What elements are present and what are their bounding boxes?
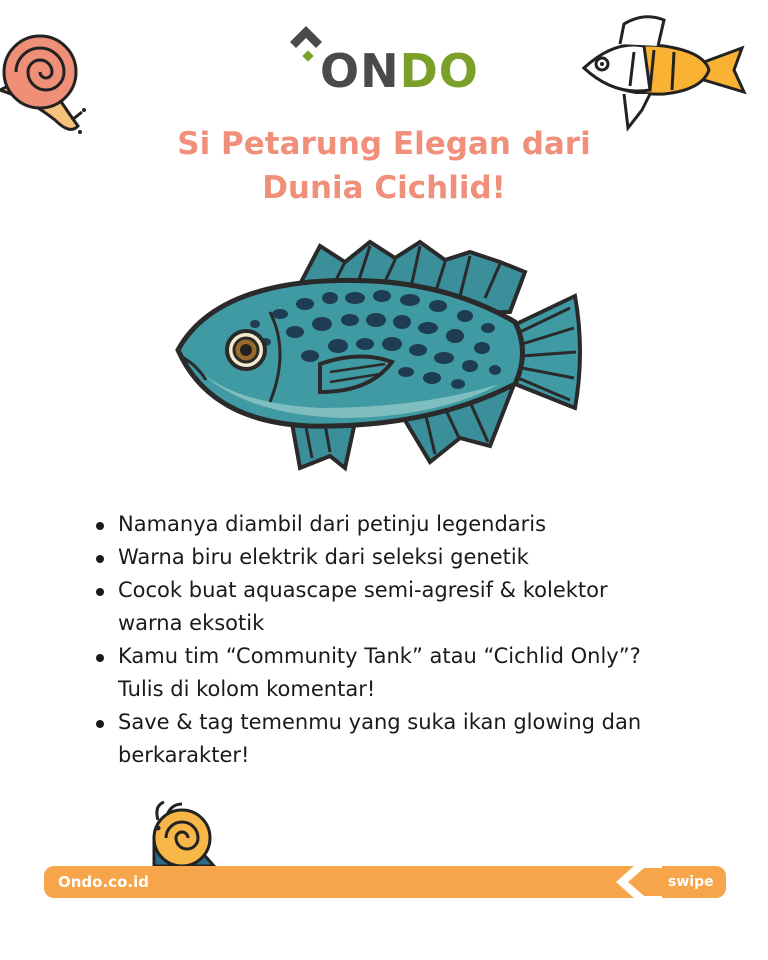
headline-line-1: Si Petarung Elegan dari bbox=[177, 126, 591, 162]
list-item bbox=[96, 508, 696, 541]
bullet-text: Save & tag temenmu yang suka ikan glowing dan bbox=[118, 710, 642, 734]
bullet-text: Cocok buat aquascape semi-agresif & kolektor bbox=[118, 578, 608, 602]
brand-name-part2: DO bbox=[399, 44, 479, 98]
brand-logo bbox=[288, 18, 488, 98]
bullet-text: Namanya diambil dari petinju legendaris bbox=[118, 512, 547, 536]
list-item bbox=[96, 706, 696, 772]
chevron-left-icon bbox=[612, 864, 662, 900]
headline-line-2: Dunia Cichlid! bbox=[262, 170, 506, 206]
cichlid-fish-illustration bbox=[170, 232, 600, 482]
list-item bbox=[96, 640, 696, 706]
bullet-text-continued: Tulis di kolom komentar! bbox=[118, 677, 376, 701]
list-item bbox=[96, 574, 696, 640]
brand-name-part1: ON bbox=[320, 44, 400, 98]
bullet-text-continued: warna eksotik bbox=[118, 611, 265, 635]
list-item bbox=[96, 541, 696, 574]
footer-site-link[interactable]: Ondo.co.id bbox=[58, 873, 149, 891]
bullet-text: Warna biru elektrik dari seleksi genetik bbox=[118, 545, 529, 569]
bullet-text-continued: berkarakter! bbox=[118, 743, 250, 767]
swipe-label[interactable]: swipe bbox=[668, 874, 714, 890]
small-snail-icon bbox=[144, 798, 234, 868]
bullet-list bbox=[96, 508, 696, 772]
bullet-text: Kamu tim “Community Tank” atau “Cichlid Only”? bbox=[118, 644, 641, 668]
